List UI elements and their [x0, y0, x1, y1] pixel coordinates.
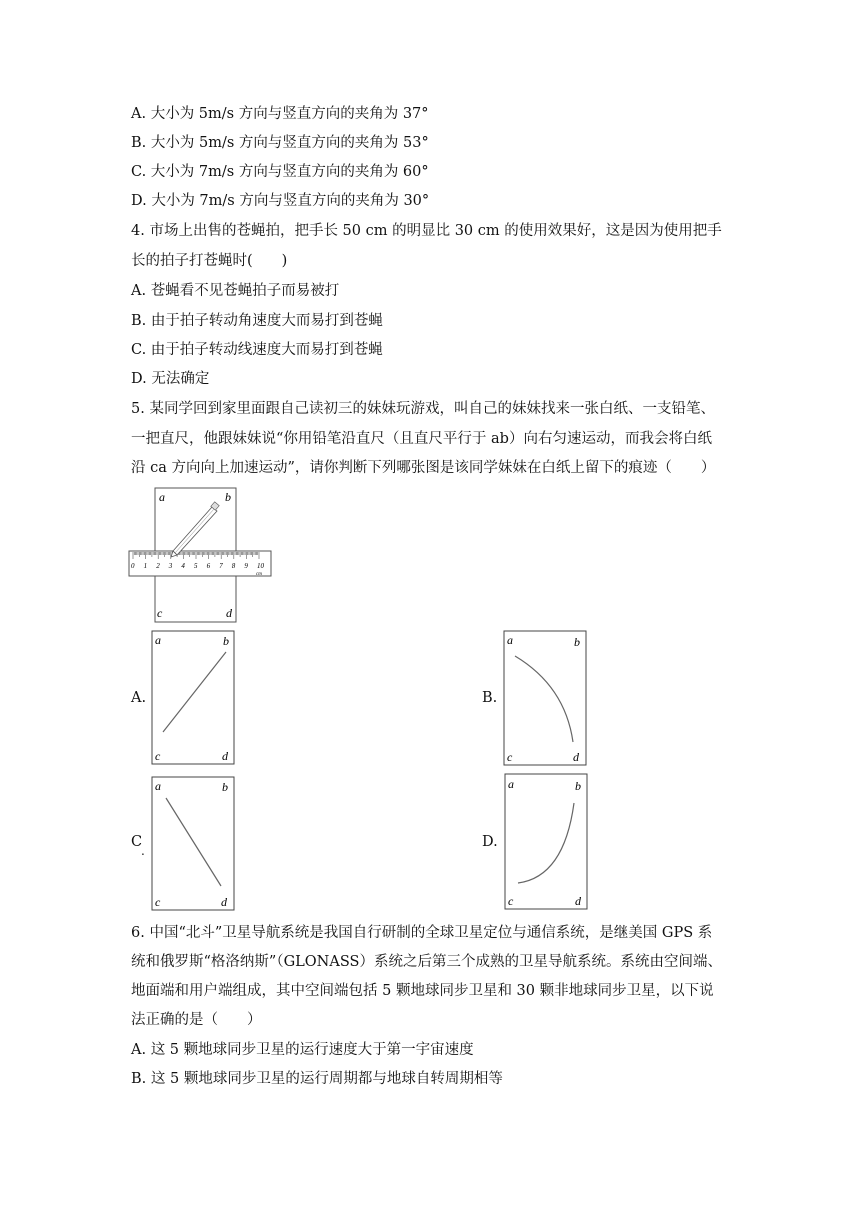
ruler-tick-label: 0	[131, 562, 135, 570]
corner-label-c: c	[155, 749, 161, 763]
corner-label-b: b	[574, 635, 580, 649]
q3-option-b: B. 大小为 5m/s 方向与竖直方向的夹角为 53°	[131, 135, 429, 151]
corner-label-b: b	[225, 490, 231, 504]
corner-label-c: c	[155, 895, 161, 909]
q4-stem-line-2: 长的拍子打苍蝇时( )	[131, 253, 288, 269]
corner-label-c: c	[507, 750, 513, 764]
corner-label-c: c	[508, 894, 514, 908]
q5-option-label-b: B.	[482, 690, 498, 706]
ruler-unit-label: cm	[256, 572, 262, 577]
ruler-tick-label: 7	[219, 562, 223, 570]
corner-label-d: d	[575, 894, 581, 908]
corner-label-a: a	[507, 633, 513, 647]
corner-label-a: a	[508, 777, 514, 791]
corner-label-a: a	[155, 633, 161, 647]
q6-stem-line-4: 法正确的是（ ）	[131, 1012, 262, 1028]
ruler-tick-label: 9	[244, 562, 248, 570]
q5-option-label-a: A.	[131, 690, 147, 706]
q5-option-label-d: D.	[482, 834, 498, 850]
q5-option-label-c: C	[131, 834, 143, 850]
corner-label-a: a	[155, 779, 161, 793]
ruler-tick-label: 10	[257, 562, 264, 570]
corner-label-d: d	[221, 895, 227, 909]
q5-stem-line-1: 5. 某同学回到家里面跟自己读初三的妹妹玩游戏，叫自己的妹妹找来一张白纸、一支铅笔、	[131, 401, 715, 417]
corner-label-b: b	[575, 779, 581, 793]
q5-option-b-figure	[503, 630, 587, 766]
q6-option-a: A. 这 5 颗地球同步卫星的运行速度大于第一宇宙速度	[131, 1042, 474, 1058]
q6-stem-line-2: 统和俄罗斯“格洛纳斯”（GLONASS）系统之后第三个成熟的卫星导航系统。系统由空间端、	[131, 954, 722, 970]
ruler-tick-label: 3	[168, 562, 173, 570]
q3-option-c: C. 大小为 7m/s 方向与竖直方向的夹角为 60°	[131, 164, 429, 180]
corner-label-c: c	[157, 606, 163, 620]
corner-label-d: d	[573, 750, 579, 764]
corner-label-a: a	[159, 490, 165, 504]
q4-stem-line-1: 4. 市场上出售的苍蝇拍，把手长 50 cm 的明显比 30 cm 的使用效果好，这是因为使用把手	[131, 223, 722, 239]
corner-label-d: d	[226, 606, 232, 620]
q6-stem-line-1: 6. 中国“北斗”卫星导航系统是我国自行研制的全球卫星定位与通信系统，是继美国 GPS 系	[131, 925, 713, 941]
q4-option-c: C. 由于拍子转动线速度大而易打到苍蝇	[131, 342, 383, 358]
q3-option-a: A. 大小为 5m/s 方向与竖直方向的夹角为 37°	[131, 106, 429, 122]
q4-option-d: D. 无法确定	[131, 371, 210, 387]
corner-label-d: d	[222, 749, 228, 763]
q4-option-b: B. 由于拍子转动角速度大而易打到苍蝇	[131, 313, 383, 329]
q6-stem-line-3: 地面端和用户端组成，其中空间端包括 5 颗地球同步卫星和 30 颗非地球同步卫星，以下说	[131, 983, 714, 999]
q3-option-d: D. 大小为 7m/s 方向与竖直方向的夹角为 30°	[131, 193, 430, 209]
ruler-tick-label: 2	[156, 562, 160, 570]
corner-label-b: b	[222, 780, 228, 794]
q5-option-a-figure	[151, 630, 235, 765]
corner-label-b: b	[223, 634, 229, 648]
q4-option-a: A. 苍蝇看不见苍蝇拍子而易被打	[131, 283, 340, 299]
q5-stem-line-3: 沿 ca 方向向上加速运动”，请你判断下列哪张图是该同学妹妹在白纸上留下的痕迹（ ）	[131, 460, 716, 476]
ruler-tick-label: 5	[194, 562, 198, 570]
ruler-tick-label: 4	[181, 562, 185, 570]
q5-option-c-figure	[151, 776, 235, 911]
q6-option-b: B. 这 5 颗地球同步卫星的运行周期都与地球自转周期相等	[131, 1071, 503, 1087]
ruler-tick-label: 1	[143, 562, 148, 570]
ruler-tick-label: 8	[231, 562, 236, 570]
q5-option-c-dot: .	[141, 844, 145, 858]
q5-option-d-figure	[504, 773, 588, 910]
q5-stem-line-2: 一把直尺，他跟妹妹说“你用铅笔沿直尺（且直尺平行于 ab）向右匀速运动，而我会将白纸	[131, 431, 712, 447]
ruler-tick-label: 6	[206, 562, 211, 570]
q5-setup-figure	[128, 486, 273, 624]
